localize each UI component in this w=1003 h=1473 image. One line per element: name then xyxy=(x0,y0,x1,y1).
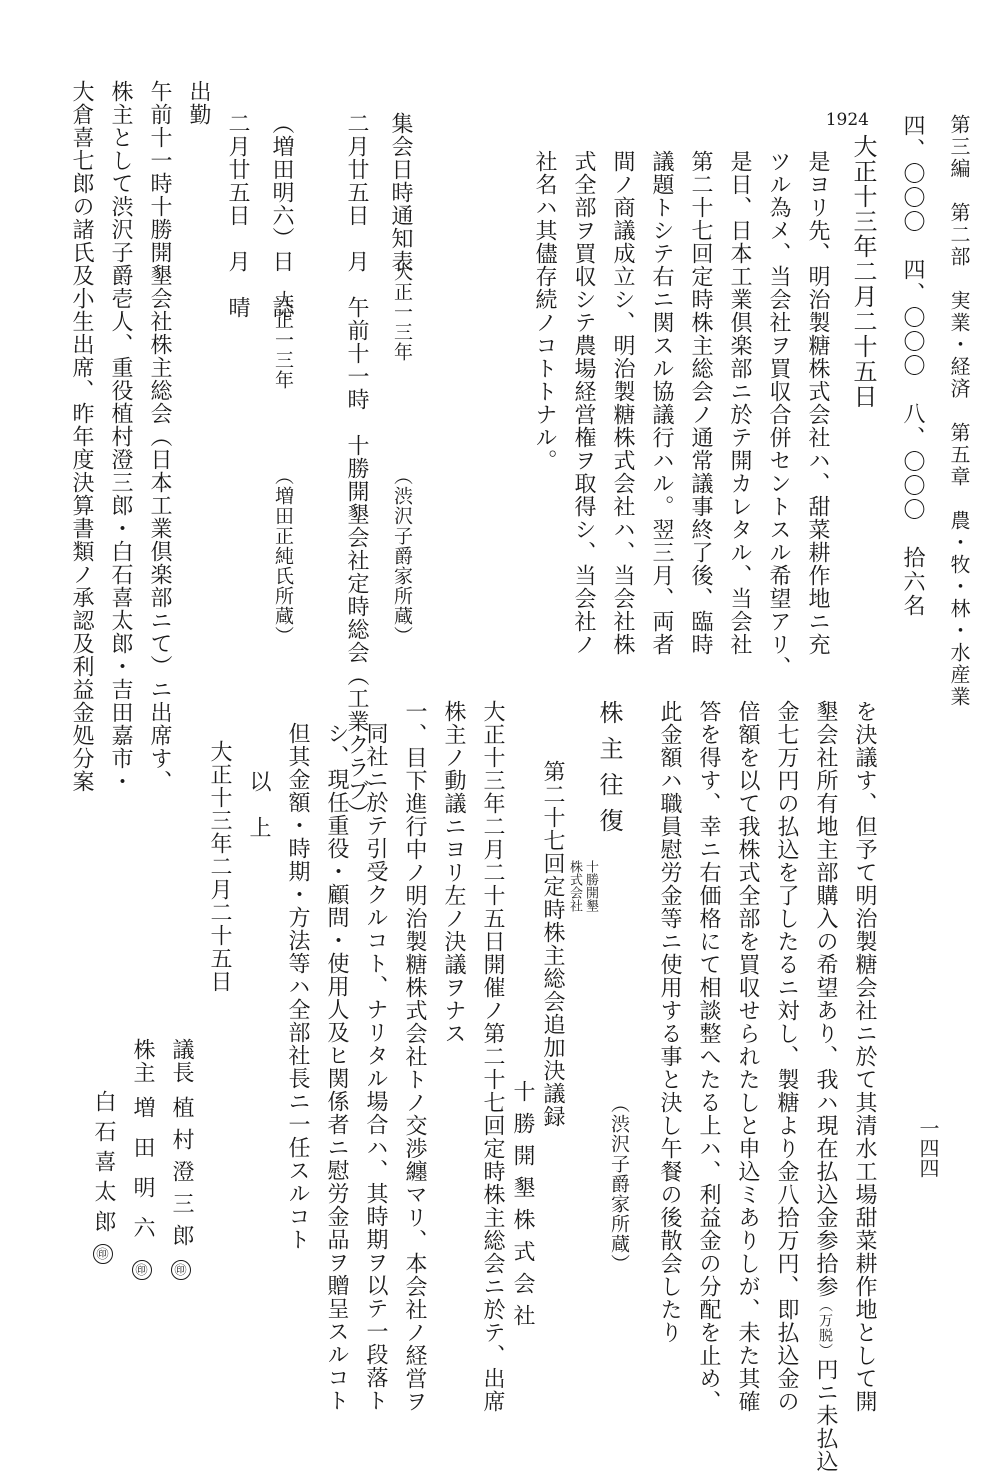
paragraph-line: 是ヨリ先、明治製糖株式会社ハ、甜菜耕作地ニ充 xyxy=(805,150,830,656)
personal-seal-icon: ㊞ xyxy=(171,1260,191,1280)
diary-owner: （増田正純氏所蔵） xyxy=(272,466,294,646)
minutes-line: 同社ニ於テ引受クルコト、ナリタル場合ハ、其時期ヲ以テ一段落ト xyxy=(363,722,388,1412)
continuation-owner: （渋沢子爵家所蔵） xyxy=(608,1094,630,1274)
diary-line: 大倉喜七郎の諸氏及小生出席、昨年度決算書類ノ承認及利益金処分案 xyxy=(69,80,94,793)
paragraph-line: ツル為メ、当会社ヲ買収合併セントスル希望アリ、 xyxy=(766,150,791,679)
diary-line: 午前十一時十勝開墾会社株主総会（日本工業倶楽部ニて）ニ出席す、 xyxy=(147,80,172,793)
diary-line: 株主として渋沢子爵壱人、重役植村澄三郎・白石喜太郎・吉田嘉市・ xyxy=(108,80,133,793)
personal-seal-icon: ㊞ xyxy=(93,1244,113,1264)
signature-role: 議長 xyxy=(169,1038,194,1084)
paragraph-line: 議題トシテ右ニ関スル協議行ハル。翌三月、両者 xyxy=(649,150,674,656)
continuation-line: を決議す、但予て明治製糖会社ニ於て其清水工場甜菜耕作地として開 xyxy=(852,700,877,1413)
paragraph-line: 式全部ヲ買収シテ農場経営権ヲ取得シ、当会社ノ xyxy=(571,150,596,656)
paragraph-line: 第二十七回定時株主総会ノ通常議事終了後、臨時 xyxy=(688,150,713,656)
diary-title: （増田明六）日 誌 xyxy=(269,112,294,319)
company-small: 株式会社 xyxy=(567,860,582,912)
signature-name: 植村澄三郎 xyxy=(169,1096,194,1256)
continuation-text: 円ニ未払込 xyxy=(813,1358,838,1473)
continuation-line xyxy=(814,700,836,1473)
paragraph-line: 社名ハ其儘存続ノコトトナル。 xyxy=(532,150,557,472)
continuation-line: 金七万円の払込を了したるニ対し、製糖より金八拾万円、即払込金の xyxy=(774,700,799,1413)
minutes-subtitle: 第二十七回定時株主総会追加決議録 xyxy=(540,760,565,1128)
minutes-line: 一、目下進行中ノ明治製糖株式会社トノ交渉纏マリ、本会社ノ経営ヲ xyxy=(402,700,427,1413)
page-number: 一四四 xyxy=(916,1118,940,1178)
signature-role: 株主 xyxy=(130,1038,155,1084)
editorial-note: （万脱） xyxy=(817,1298,833,1358)
signature-shareholder xyxy=(131,1038,153,1280)
minutes-closing: 以 上 xyxy=(246,770,271,839)
signature-name: 白石喜太郎 xyxy=(91,1090,116,1240)
company-small: 十勝開墾 xyxy=(583,860,598,912)
source-year: 大正一三年 xyxy=(391,262,413,362)
paragraph-line: 是日、日本工業倶楽部ニ於テ開カレタル、当会社 xyxy=(727,150,752,656)
signature-chair xyxy=(170,1038,192,1280)
diary-line: 出勤 xyxy=(186,80,211,126)
continuation-line: 此金額ハ職員慰労金等ニ使用する事と決し午餐の後散会したり xyxy=(657,700,682,1344)
source-owner: （渋沢子爵家所蔵） xyxy=(391,466,413,646)
source-entry: 二月廿五日 月 午前十一時 十勝開墾会社定時総会（工業クラブ） xyxy=(344,112,369,825)
western-year: 1924 xyxy=(825,110,869,130)
continuation-text: 墾会社所有地主部購入の希望あり、我ハ現在払込金参拾参 xyxy=(813,700,838,1298)
minutes-line: 株主ノ動議ニヨリ左ノ決議ヲナス xyxy=(441,700,466,1045)
date-heading: 大正十三年二月二十五日 xyxy=(849,134,877,409)
minutes-company: 十勝開墾株式会社 xyxy=(510,1080,535,1336)
running-header: 第三編 第二部 実業・経済 第五章 農・牧・林・水産業 xyxy=(947,114,971,708)
signature-shareholder xyxy=(92,1090,114,1264)
continuation-line: 答を得す、幸ニ右価格にて相談整へたる上ハ、利益金の分配を止め、 xyxy=(696,700,721,1413)
minutes-line: シ、現任重役・顧問・使用人及ヒ関係者ニ慰労金品ヲ贈呈スルコト xyxy=(324,722,349,1412)
minutes-line: 大正十三年二月二十五日開催ノ第二十七回定時株主総会ニ於テ、出席 xyxy=(480,700,505,1413)
personal-seal-icon: ㊞ xyxy=(132,1260,152,1280)
diary-line: 二月廿五日 月 晴 xyxy=(225,112,250,319)
source-title: 集会日時通知表 xyxy=(388,112,413,273)
diary-year: 大正一三年 xyxy=(272,290,294,390)
minutes-date: 大正十三年二月二十五日 xyxy=(207,740,232,993)
minutes-line: 但其金額・時期・方法等ハ全部社長ニ一任スルコト xyxy=(285,722,310,1251)
paragraph-line: 間ノ商議成立シ、明治製糖株式会社ハ、当会社株 xyxy=(610,150,635,656)
continuation-line: 倍額を以て我株式全部を買収せられたしと申込ミありしが、未た其確 xyxy=(735,700,760,1413)
signature-name: 増田明六 xyxy=(130,1096,155,1256)
figures-row: 四、〇〇〇 四、〇〇〇 八、〇〇〇 拾六名 xyxy=(900,114,925,618)
minutes-title: 株主往復 xyxy=(595,700,623,844)
